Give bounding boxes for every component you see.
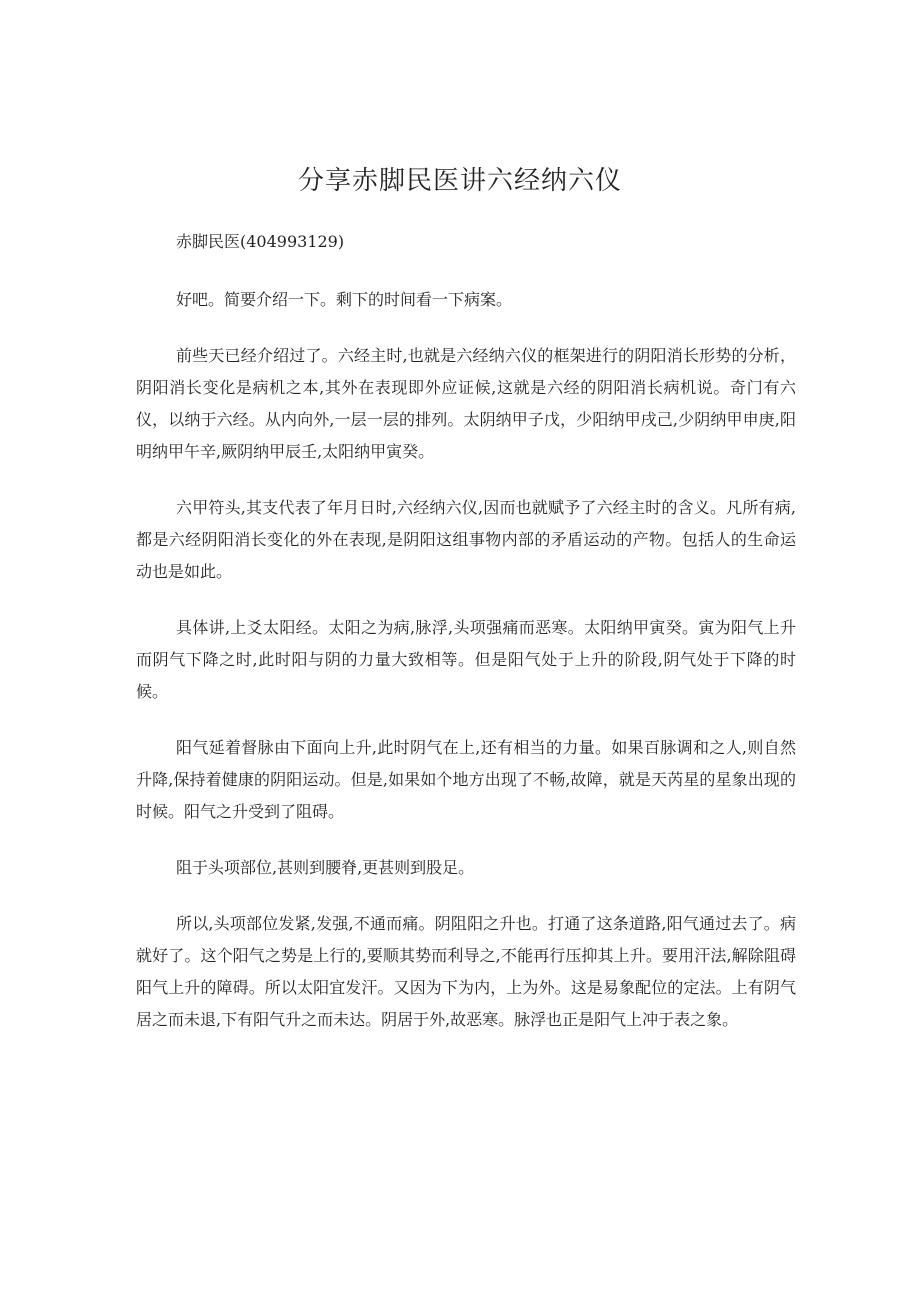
- document-title: 分享赤脚民医讲六经纳六仪: [297, 166, 622, 196]
- paragraph-7: 所以,头项部位发紧,发强,不通而痛。阴阻阳之升也。打通了这条道路,阳气通过去了。病就好了。这个阳气之势是上行的,要顺其势而利导之,不能再行压抑其上升。要用汗法,解除阻碍阳气上升的障碍。所以太阳宜发汗。又因为下为内，上为外。这是易象配位的定法。上有阴气居之而未退,下有阳气升之而未达。阴居于外,故恶寒。脉浮也正是阳气上冲于表之象。: [136, 914, 796, 1029]
- paragraph-6: 阻于头项部位,甚则到腰脊,更甚则到股足。: [176, 858, 475, 877]
- paragraph-4: 具体讲,上爻太阳经。太阳之为病,脉浮,头项强痛而恶寒。太阳纳甲寅癸。寅为阳气上升而阴气下降之时,此时阳与阴的力量大致相等。但是阳气处于上升的阶段,阴气处于下降的时候。: [136, 618, 796, 701]
- paragraph-2: 前些天已经介绍过了。六经主时,也就是六经纳六仪的框架进行的阴阳消长形势的分析，阴阳消长变化是病机之本,其外在表现即外应证候,这就是六经的阴阳消长病机说。奇门有六仪，以纳于六经。从内向外,一层一层的排列。太阴纳甲子戊，少阳纳甲戌己,少阴纳甲申庚,阳明纳甲午辛,厥阴纳甲辰壬,太阳纳甲寅癸。: [136, 346, 796, 461]
- author-line: 赤脚民医(404993129): [176, 232, 345, 251]
- paragraph-3: 六甲符头,其支代表了年月日时,六经纳六仪,因而也就赋予了六经主时的含义。凡所有病,都是六经阴阳消长变化的外在表现,是阴阳这组事物内部的矛盾运动的产物。包括人的生命运动也是如此。: [136, 498, 796, 581]
- document-body: [136, 284, 796, 1060]
- paragraph-5: 阳气延着督脉由下面向上升,此时阴气在上,还有相当的力量。如果百脉调和之人,则自然升降,保持着健康的阴阳运动。但是,如果如个地方出现了不畅,故障，就是天芮星的星象出现的时候。阳气之升受到了阻碍。: [136, 738, 796, 821]
- paragraph-1: 好吧。简要介绍一下。剩下的时间看一下病案。: [176, 290, 513, 309]
